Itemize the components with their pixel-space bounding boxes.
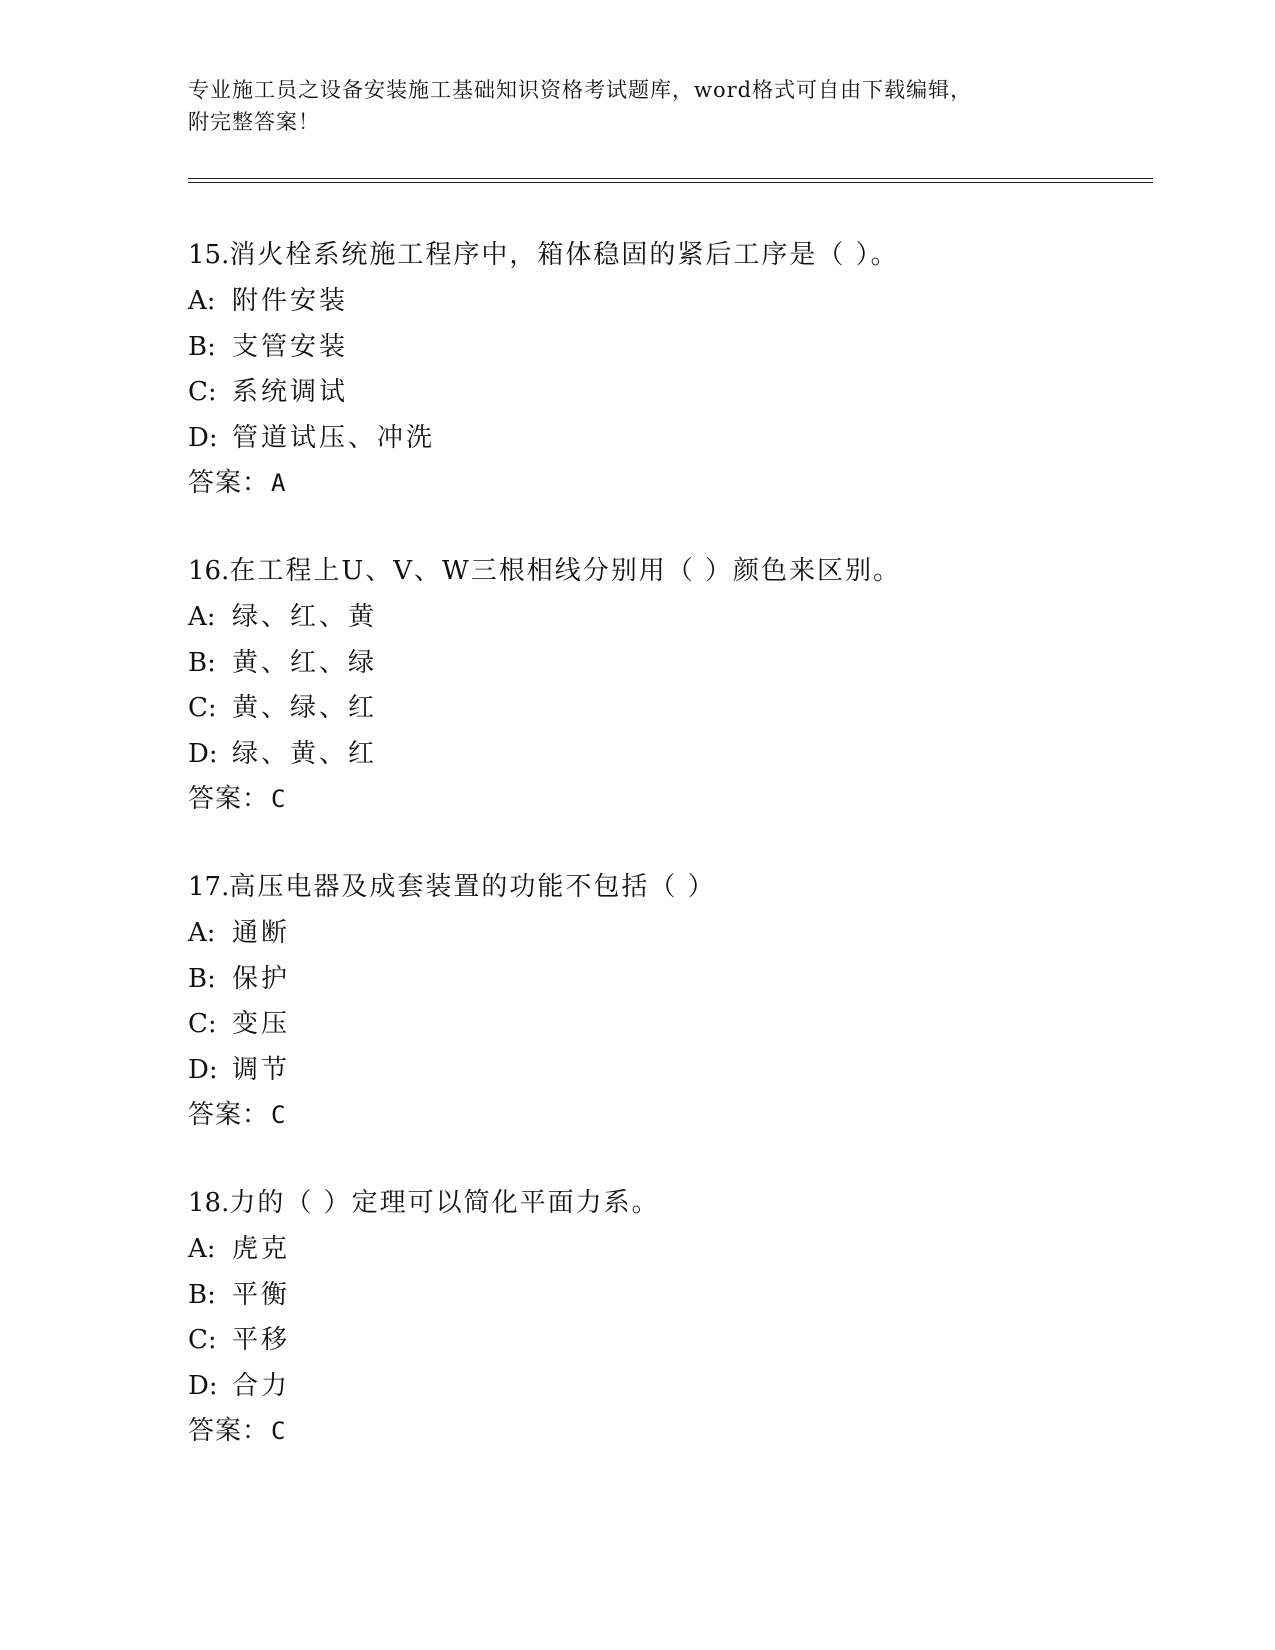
option-text: 保护: [232, 963, 291, 994]
question-text: 在工程上U、V、W三根相线分别用（ ）颜色来区别。: [229, 556, 902, 586]
document-header: [188, 74, 1088, 138]
option-key: B:: [188, 331, 216, 362]
option-text: 绿、黄、红: [232, 738, 378, 769]
header-line-2: 附完整答案！: [188, 110, 320, 134]
option-key: A:: [188, 602, 216, 632]
question-stem: [188, 550, 1148, 596]
option-text: 变压: [232, 1009, 291, 1039]
option-text: 调节: [232, 1054, 291, 1085]
answer-value: C: [271, 1417, 286, 1445]
answer-label: 答案：: [188, 1416, 270, 1446]
question-item: [188, 866, 1148, 1138]
question-text: 力的（ ）定理可以简化平面力系。: [229, 1188, 660, 1218]
option-key: C:: [188, 1325, 217, 1355]
header-divider-top: [188, 178, 1153, 179]
header-line-1: 专业施工员之设备安装施工基础知识资格考试题库，word格式可自由下载编辑，: [188, 78, 973, 102]
question-stem: [188, 1182, 1148, 1228]
option-key: A:: [188, 918, 216, 948]
option-text: 通断: [232, 918, 291, 948]
option-key: B:: [188, 1279, 216, 1310]
option-d: [188, 417, 1148, 463]
answer-line: [188, 778, 1148, 822]
header-divider-bottom: [188, 182, 1153, 183]
answer-label: 答案：: [188, 784, 270, 814]
option-text: 黄、红、绿: [232, 647, 378, 678]
option-c: [188, 1319, 1148, 1365]
question-number: 17.: [188, 872, 230, 902]
option-c: [188, 687, 1148, 733]
option-key: D:: [188, 738, 218, 769]
option-b: [188, 642, 1148, 688]
option-text: 黄、绿、红: [232, 693, 378, 723]
question-stem: [188, 234, 1148, 280]
option-d: [188, 733, 1148, 779]
question-list: [188, 234, 1148, 1498]
option-text: 管道试压、冲洗: [232, 422, 436, 453]
question-number: 18.: [188, 1188, 230, 1218]
option-d: [188, 1049, 1148, 1095]
option-key: A:: [188, 1234, 216, 1264]
option-b: [188, 1274, 1148, 1320]
answer-value: C: [271, 785, 286, 813]
option-c: [188, 1003, 1148, 1049]
option-key: D:: [188, 1370, 218, 1401]
question-item: [188, 1182, 1148, 1454]
option-text: 平移: [232, 1325, 291, 1355]
question-stem: [188, 866, 1148, 912]
option-key: C:: [188, 377, 217, 407]
option-key: D:: [188, 422, 218, 453]
answer-label: 答案：: [188, 468, 270, 498]
option-b: [188, 326, 1148, 372]
option-a: [188, 280, 1148, 326]
question-item: [188, 550, 1148, 822]
question-number: 15.: [188, 240, 230, 270]
option-key: D:: [188, 1054, 218, 1085]
option-text: 系统调试: [232, 377, 349, 407]
answer-value: C: [271, 1101, 286, 1129]
question-item: [188, 234, 1148, 506]
option-key: C:: [188, 693, 217, 723]
option-text: 平衡: [232, 1279, 291, 1310]
question-text: 消火栓系统施工程序中，箱体稳固的紧后工序是（ ）。: [229, 240, 899, 270]
answer-line: [188, 1410, 1148, 1454]
option-text: 绿、红、黄: [232, 602, 378, 632]
answer-line: [188, 1094, 1148, 1138]
option-text: 合力: [232, 1370, 291, 1401]
answer-label: 答案：: [188, 1100, 270, 1130]
option-c: [188, 371, 1148, 417]
option-key: B:: [188, 963, 216, 994]
option-d: [188, 1365, 1148, 1411]
question-number: 16.: [188, 556, 230, 586]
option-text: 附件安装: [232, 286, 349, 316]
option-a: [188, 912, 1148, 958]
option-text: 支管安装: [232, 331, 349, 362]
option-key: B:: [188, 647, 216, 678]
answer-value: A: [271, 469, 286, 497]
option-text: 虎克: [232, 1234, 291, 1264]
question-text: 高压电器及成套装置的功能不包括（ ）: [229, 872, 716, 902]
option-a: [188, 1228, 1148, 1274]
option-key: A:: [188, 286, 216, 316]
answer-line: [188, 462, 1148, 506]
option-key: C:: [188, 1009, 217, 1039]
option-a: [188, 596, 1148, 642]
option-b: [188, 958, 1148, 1004]
